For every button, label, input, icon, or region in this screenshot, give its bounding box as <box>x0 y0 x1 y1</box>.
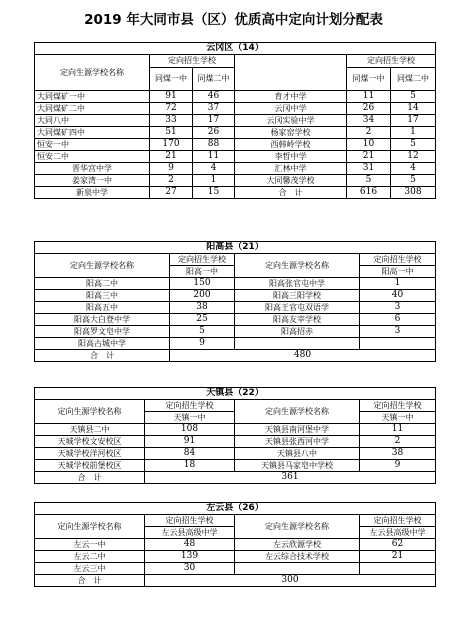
table-cell: 170 <box>150 139 193 151</box>
table-cell: 5 <box>347 175 391 187</box>
table-cell: 育才中学 <box>235 91 347 103</box>
yungang-col-school-right <box>235 55 347 91</box>
table-cell: 10 <box>347 139 391 151</box>
zuoyun-section-title: 左云县（26） <box>35 503 436 515</box>
table-cell: 3 <box>360 326 436 338</box>
table-cell: 阳高二中 <box>35 278 170 290</box>
table-cell <box>360 563 436 575</box>
tianzhen-col-a: 天镇一中 <box>145 412 235 424</box>
table-cell: 姜家湾一中 <box>35 175 150 187</box>
yanggao-table <box>34 241 436 362</box>
table-cell: 88 <box>193 139 235 151</box>
zuoyun-col-group-right: 定向招生学校 <box>360 515 436 527</box>
table-cell: 阳高五中 <box>35 302 170 314</box>
table-cell: 34 <box>347 115 391 127</box>
zuoyun-table <box>34 502 436 587</box>
table-cell: 21 <box>347 151 391 163</box>
yanggao-col-a-right: 阳高一中 <box>360 266 436 278</box>
total-label: 合 计 <box>35 472 145 484</box>
table-cell: 46 <box>193 91 235 103</box>
total-value: 480 <box>170 350 436 362</box>
table-cell: 9 <box>360 460 436 472</box>
zuoyun-col-school-right: 定向生源学校名称 <box>235 515 360 539</box>
table-cell: 左云一中 <box>35 539 145 551</box>
table-cell: 31 <box>347 163 391 175</box>
table-cell: 11 <box>193 151 235 163</box>
table-cell: 62 <box>360 539 436 551</box>
table-cell: 26 <box>193 127 235 139</box>
table-cell: 李哲中学 <box>235 151 347 163</box>
table-cell: 139 <box>145 551 235 563</box>
table-cell: 天镇县二中 <box>35 424 145 436</box>
table-cell: 恒安一中 <box>35 139 150 151</box>
table-cell: 84 <box>145 448 235 460</box>
table-cell: 恒安二中 <box>35 151 150 163</box>
table-cell: 33 <box>150 115 193 127</box>
yungang-col-school: 定向生源学校名称 <box>35 55 150 91</box>
table-cell: 72 <box>150 103 193 115</box>
table-cell: 91 <box>145 436 235 448</box>
tianzhen-col-school-right: 定向生源学校名称 <box>235 400 360 424</box>
table-cell: 5 <box>170 326 235 338</box>
total-label: 合 计 <box>35 575 145 587</box>
table-cell: 大同馨茂学校 <box>235 175 347 187</box>
table-cell: 17 <box>391 115 436 127</box>
yanggao-col-group: 定向招生学校 <box>170 254 235 266</box>
yungang-col-b: 同煤二中 <box>193 68 235 91</box>
table-cell: 西韩岭学校 <box>235 139 347 151</box>
table-cell: 40 <box>360 290 436 302</box>
page-title: 2019 年大同市县（区）优质高中定向计划分配表 <box>84 12 383 28</box>
table-cell: 26 <box>347 103 391 115</box>
tianzhen-section-title: 天镇县（22） <box>35 388 436 400</box>
table-cell: 大同煤矿四中 <box>35 127 150 139</box>
table-cell: 3 <box>360 302 436 314</box>
table-cell: 5 <box>391 139 436 151</box>
total-label: 合 计 <box>235 187 347 199</box>
table-cell: 25 <box>170 314 235 326</box>
table-cell: 9 <box>170 338 235 350</box>
table-cell: 27 <box>150 187 193 199</box>
table-cell: 2 <box>150 175 193 187</box>
table-cell: 4 <box>391 163 436 175</box>
table-cell: 晋华宫中学 <box>35 163 150 175</box>
table-cell: 108 <box>145 424 235 436</box>
table-cell: 9 <box>150 163 193 175</box>
table-cell: 云冈实验中学 <box>235 115 347 127</box>
table-cell <box>360 338 436 350</box>
table-cell: 左云三中 <box>35 563 145 575</box>
yanggao-col-school: 定向生源学校名称 <box>35 254 170 278</box>
table-cell: 阳高大白登中学 <box>35 314 170 326</box>
table-cell: 阳高王官屯双语学 <box>235 302 360 314</box>
table-cell: 左云综合技术学校 <box>235 551 360 563</box>
table-cell: 38 <box>360 448 436 460</box>
table-cell: 天镇县八中 <box>235 448 360 460</box>
zuoyun-col-group: 定向招生学校 <box>145 515 235 527</box>
table-cell: 18 <box>145 460 235 472</box>
table-cell: 阳高古城中学 <box>35 338 170 350</box>
table-cell: 5 <box>391 91 436 103</box>
yungang-col-group-right: 定向招生学校 <box>347 55 436 68</box>
total-value: 308 <box>391 187 436 199</box>
table-cell: 2 <box>347 127 391 139</box>
table-cell: 48 <box>145 539 235 551</box>
table-cell: 21 <box>150 151 193 163</box>
zuoyun-col-a: 左云县高级中学 <box>145 527 235 539</box>
table-cell: 天镇县张西河中学 <box>235 436 360 448</box>
table-cell: 左云二中 <box>35 551 145 563</box>
table-cell: 17 <box>193 115 235 127</box>
table-cell: 11 <box>347 91 391 103</box>
yanggao-section-title: 阳高县（21） <box>35 242 436 254</box>
table-cell: 30 <box>145 563 235 575</box>
total-value: 361 <box>145 472 436 484</box>
table-cell: 大同煤矿一中 <box>35 91 150 103</box>
table-cell: 阳高三中 <box>35 290 170 302</box>
table-cell: 阳高三阳学校 <box>235 290 360 302</box>
yanggao-col-school-right: 定向生源学校名称 <box>235 254 360 278</box>
tianzhen-col-group-right: 定向招生学校 <box>360 400 436 412</box>
table-cell: 12 <box>391 151 436 163</box>
tianzhen-col-a-right: 天镇一中 <box>360 412 436 424</box>
table-cell <box>235 563 360 575</box>
table-cell: 杨家窑学校 <box>235 127 347 139</box>
table-cell: 阳高友宰学校 <box>235 314 360 326</box>
table-cell: 51 <box>150 127 193 139</box>
table-cell: 14 <box>391 103 436 115</box>
tianzhen-col-school: 定向生源学校名称 <box>35 400 145 424</box>
yungang-col-a-right: 同煤一中 <box>347 68 391 91</box>
table-cell: 2 <box>360 436 436 448</box>
table-cell: 汇林中学 <box>235 163 347 175</box>
table-cell: 21 <box>360 551 436 563</box>
table-cell: 天城学校洋河校区 <box>35 448 145 460</box>
table-cell: 天城学校文安校区 <box>35 436 145 448</box>
table-cell: 云冈中学 <box>235 103 347 115</box>
tianzhen-table <box>34 387 436 484</box>
table-cell: 5 <box>391 175 436 187</box>
table-cell: 200 <box>170 290 235 302</box>
yanggao-col-a: 阳高一中 <box>170 266 235 278</box>
table-cell: 1 <box>391 127 436 139</box>
table-cell: 阳高张官屯中学 <box>235 278 360 290</box>
table-cell: 38 <box>170 302 235 314</box>
yungang-col-a: 同煤一中 <box>150 68 193 91</box>
total-label: 合 计 <box>35 350 170 362</box>
table-cell <box>235 338 360 350</box>
table-cell: 大同八中 <box>35 115 150 127</box>
yanggao-col-group-right: 定向招生学校 <box>360 254 436 266</box>
table-cell: 天镇县马家皂中学校 <box>235 460 360 472</box>
table-cell: 天镇县南河堡中学 <box>235 424 360 436</box>
table-cell: 1 <box>360 278 436 290</box>
total-value: 616 <box>347 187 391 199</box>
table-cell: 15 <box>193 187 235 199</box>
table-cell: 11 <box>360 424 436 436</box>
table-cell: 天城学校前堡校区 <box>35 460 145 472</box>
table-cell: 阳高招赤 <box>235 326 360 338</box>
yungang-section-title: 云冈区（14） <box>35 43 436 55</box>
table-cell: 左云欣源学校 <box>235 539 360 551</box>
table-cell: 阳高罗文皂中学 <box>35 326 170 338</box>
table-cell: 4 <box>193 163 235 175</box>
table-cell: 新泉中学 <box>35 187 150 199</box>
zuoyun-col-school: 定向生源学校名称 <box>35 515 145 539</box>
yungang-col-b-right: 同煤二中 <box>391 68 436 91</box>
total-value: 300 <box>145 575 436 587</box>
yungang-table <box>34 42 436 199</box>
yungang-col-group: 定向招生学校 <box>150 55 235 68</box>
table-cell: 6 <box>360 314 436 326</box>
tianzhen-col-group: 定向招生学校 <box>145 400 235 412</box>
table-cell: 150 <box>170 278 235 290</box>
zuoyun-col-a-right: 左云县高级中学 <box>360 527 436 539</box>
table-cell: 大同煤矿二中 <box>35 103 150 115</box>
table-cell: 91 <box>150 91 193 103</box>
table-cell: 1 <box>193 175 235 187</box>
table-cell: 37 <box>193 103 235 115</box>
